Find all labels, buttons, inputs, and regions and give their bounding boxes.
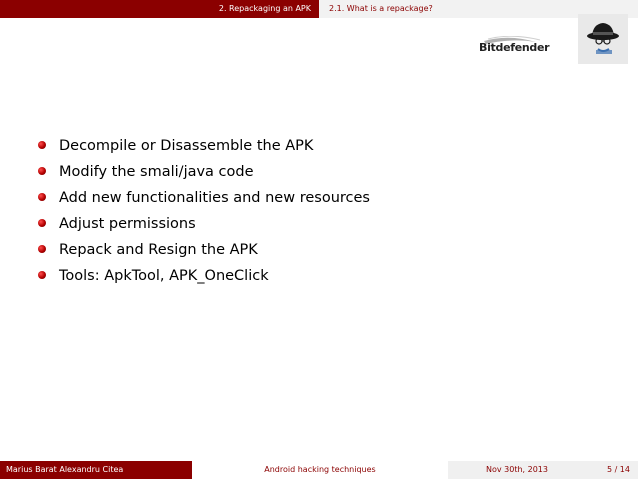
header-subsection-link[interactable]: 2.1. What is a repackage?: [329, 4, 433, 13]
bullet-text: Adjust permissions: [59, 216, 196, 232]
bullet-text: Add new functionalities and new resources: [59, 190, 370, 206]
bullet-marker-icon: [38, 167, 46, 175]
bullet-text: Decompile or Disassemble the APK: [59, 138, 314, 154]
footer-authors: Marius Barat Alexandru Citea: [0, 461, 192, 479]
footer-presentation-title: Android hacking techniques: [192, 461, 448, 479]
bullet-item: [38, 161, 370, 187]
bitdefender-wordmark: Bitdefender: [479, 41, 550, 54]
bullet-marker-icon: [38, 141, 46, 149]
header-section-panel: [0, 0, 319, 18]
slide-bullet-list: [38, 135, 370, 291]
footer-date: Nov 30th, 2013: [486, 465, 548, 474]
footer-bar: [0, 461, 638, 479]
bullet-text: Repack and Resign the APK: [59, 242, 258, 258]
footer-page-number: 5 / 14: [606, 465, 630, 474]
bullet-item: [38, 213, 370, 239]
bullet-item: [38, 187, 370, 213]
spy-hat-icon: [578, 14, 628, 64]
bullet-item: [38, 135, 370, 161]
bullet-text: Tools: ApkTool, APK_OneClick: [59, 268, 269, 284]
bullet-marker-icon: [38, 193, 46, 201]
bullet-marker-icon: [38, 219, 46, 227]
footer-meta: [448, 461, 638, 479]
header-section-link[interactable]: 2. Repackaging an APK: [218, 4, 311, 13]
bullet-item: [38, 239, 370, 265]
bullet-text: Modify the smali/java code: [59, 164, 254, 180]
bullet-marker-icon: [38, 271, 46, 279]
bullet-item: [38, 265, 370, 291]
header-navigation-bar: [0, 0, 638, 18]
conference-badge-logo: [578, 14, 628, 64]
bullet-marker-icon: [38, 245, 46, 253]
